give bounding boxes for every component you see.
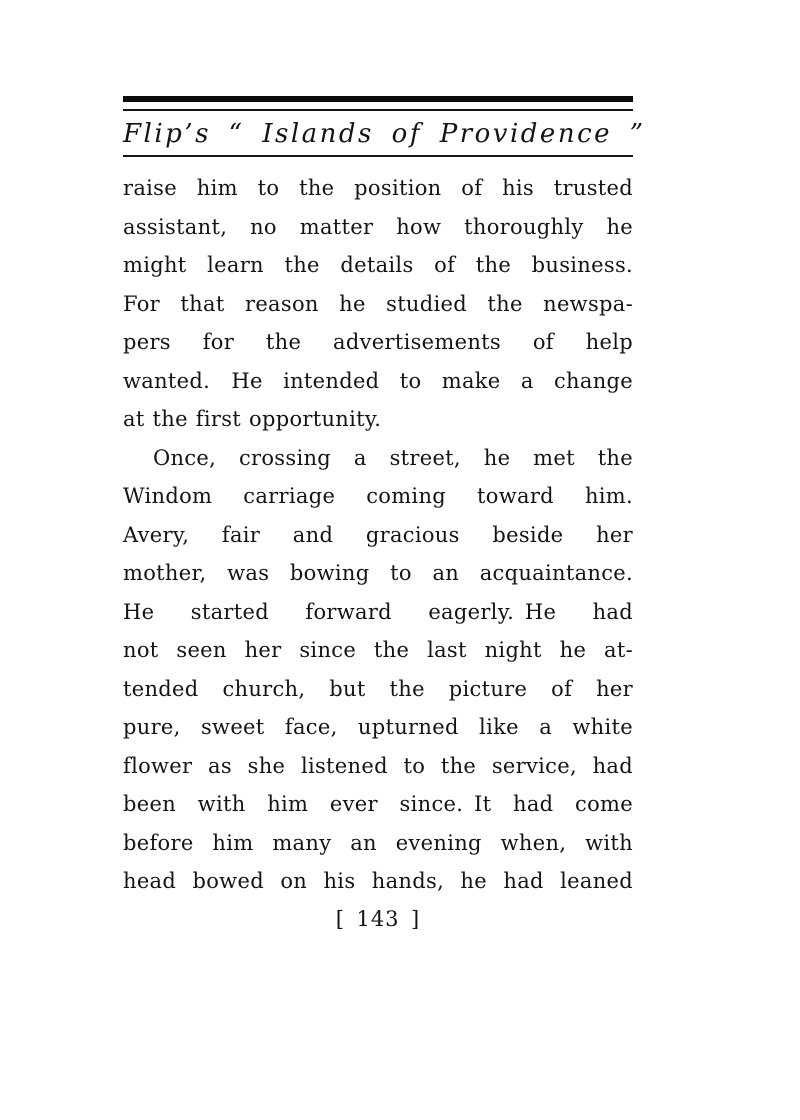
text-line: Once, crossing a street, he met the xyxy=(153,445,633,470)
text-line: Windom carriage coming toward him. xyxy=(123,484,633,508)
text-line: before him many an evening when, with xyxy=(123,830,633,855)
text-line: pure, sweet face, upturned like a white xyxy=(123,715,633,739)
text-line: tended church, but the picture of her xyxy=(123,676,633,701)
text-line: might learn the details of the business. xyxy=(123,253,633,277)
text-line: He started forward eagerly. He had xyxy=(123,599,633,624)
text-line: pers for the advertisements of help xyxy=(123,330,633,354)
text-line: not seen her since the last night he at- xyxy=(123,638,633,662)
header-thick-rule xyxy=(123,96,633,102)
running-head-title: Flip’s “ Islands of Providence ” xyxy=(123,119,646,149)
paragraph xyxy=(123,169,633,439)
text-line: Avery, fair and gracious beside her xyxy=(123,522,633,547)
text-line: flower as she listened to the service, had xyxy=(123,753,633,778)
page-content xyxy=(123,96,646,937)
text-line: at the first opportunity. xyxy=(123,407,382,431)
text-line: wanted. He intended to make a change xyxy=(123,368,633,393)
title-underline-rule xyxy=(123,155,633,157)
body-text xyxy=(123,169,633,901)
text-line: head bowed on his hands, he had leaned xyxy=(123,869,633,893)
page-number: [ 143 ] xyxy=(335,906,421,931)
text-line: mother, was bowing to an acquaintance. xyxy=(123,561,633,585)
text-line: raise him to the position of his trusted xyxy=(123,176,633,200)
text-line: assistant, no matter how thoroughly he xyxy=(123,214,633,239)
text-line: For that reason he studied the newspa- xyxy=(123,291,633,316)
header-thin-rule xyxy=(123,109,633,111)
paragraph xyxy=(123,439,633,901)
text-line: been with him ever since. It had come xyxy=(123,792,633,816)
